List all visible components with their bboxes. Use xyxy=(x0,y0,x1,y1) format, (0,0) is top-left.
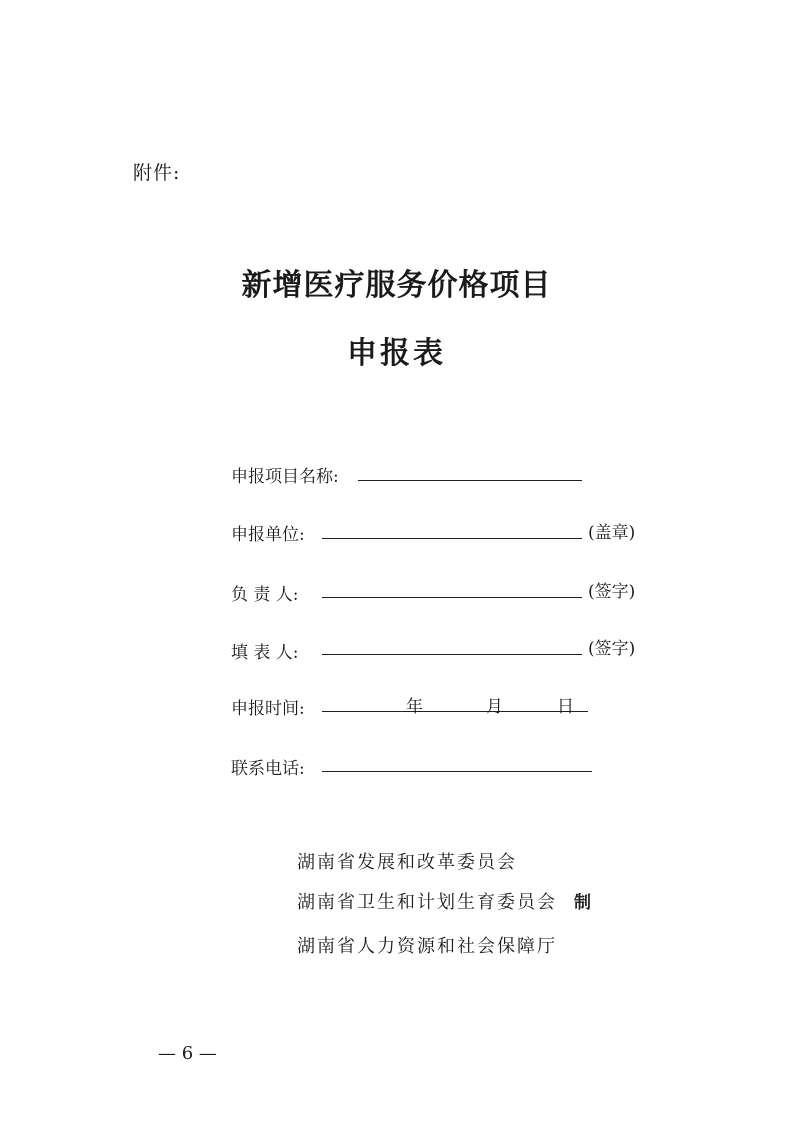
person-in-charge-label: 负 责 人: xyxy=(231,585,299,605)
page-number: — 6 — xyxy=(158,1043,217,1064)
filler-label: 填 表 人: xyxy=(231,643,299,663)
date-field[interactable] xyxy=(322,711,588,712)
date-label: 申报时间: xyxy=(231,699,305,719)
made-by-mark: 制 xyxy=(574,893,591,913)
phone-label: 联系电话: xyxy=(231,759,305,779)
issuer-line: 湖南省人力资源和社会保障厅 xyxy=(297,936,557,957)
form-title: 新增医疗服务价格项目 xyxy=(241,268,552,303)
filler-field[interactable] xyxy=(322,654,582,655)
issuer-line: 湖南省卫生和计划生育委员会 xyxy=(297,892,557,913)
issuer-line: 湖南省发展和改革委员会 xyxy=(297,852,517,873)
date-day-unit: 日 xyxy=(557,697,574,717)
attachment-label: 附件: xyxy=(133,162,181,184)
person-in-charge-field[interactable] xyxy=(322,597,582,598)
filler-sign-note: (签字) xyxy=(588,639,636,659)
unit-label: 申报单位: xyxy=(231,525,305,545)
date-year-unit: 年 xyxy=(406,697,423,717)
unit-field[interactable] xyxy=(322,538,582,539)
person-in-charge-sign-note: (签字) xyxy=(588,582,636,602)
project-name-label: 申报项目名称: xyxy=(231,467,339,487)
phone-field[interactable] xyxy=(322,771,592,772)
unit-seal-note: (盖章) xyxy=(588,523,636,543)
project-name-field[interactable] xyxy=(358,480,582,481)
form-subtitle: 申报表 xyxy=(347,336,446,371)
date-month-unit: 月 xyxy=(486,697,503,717)
